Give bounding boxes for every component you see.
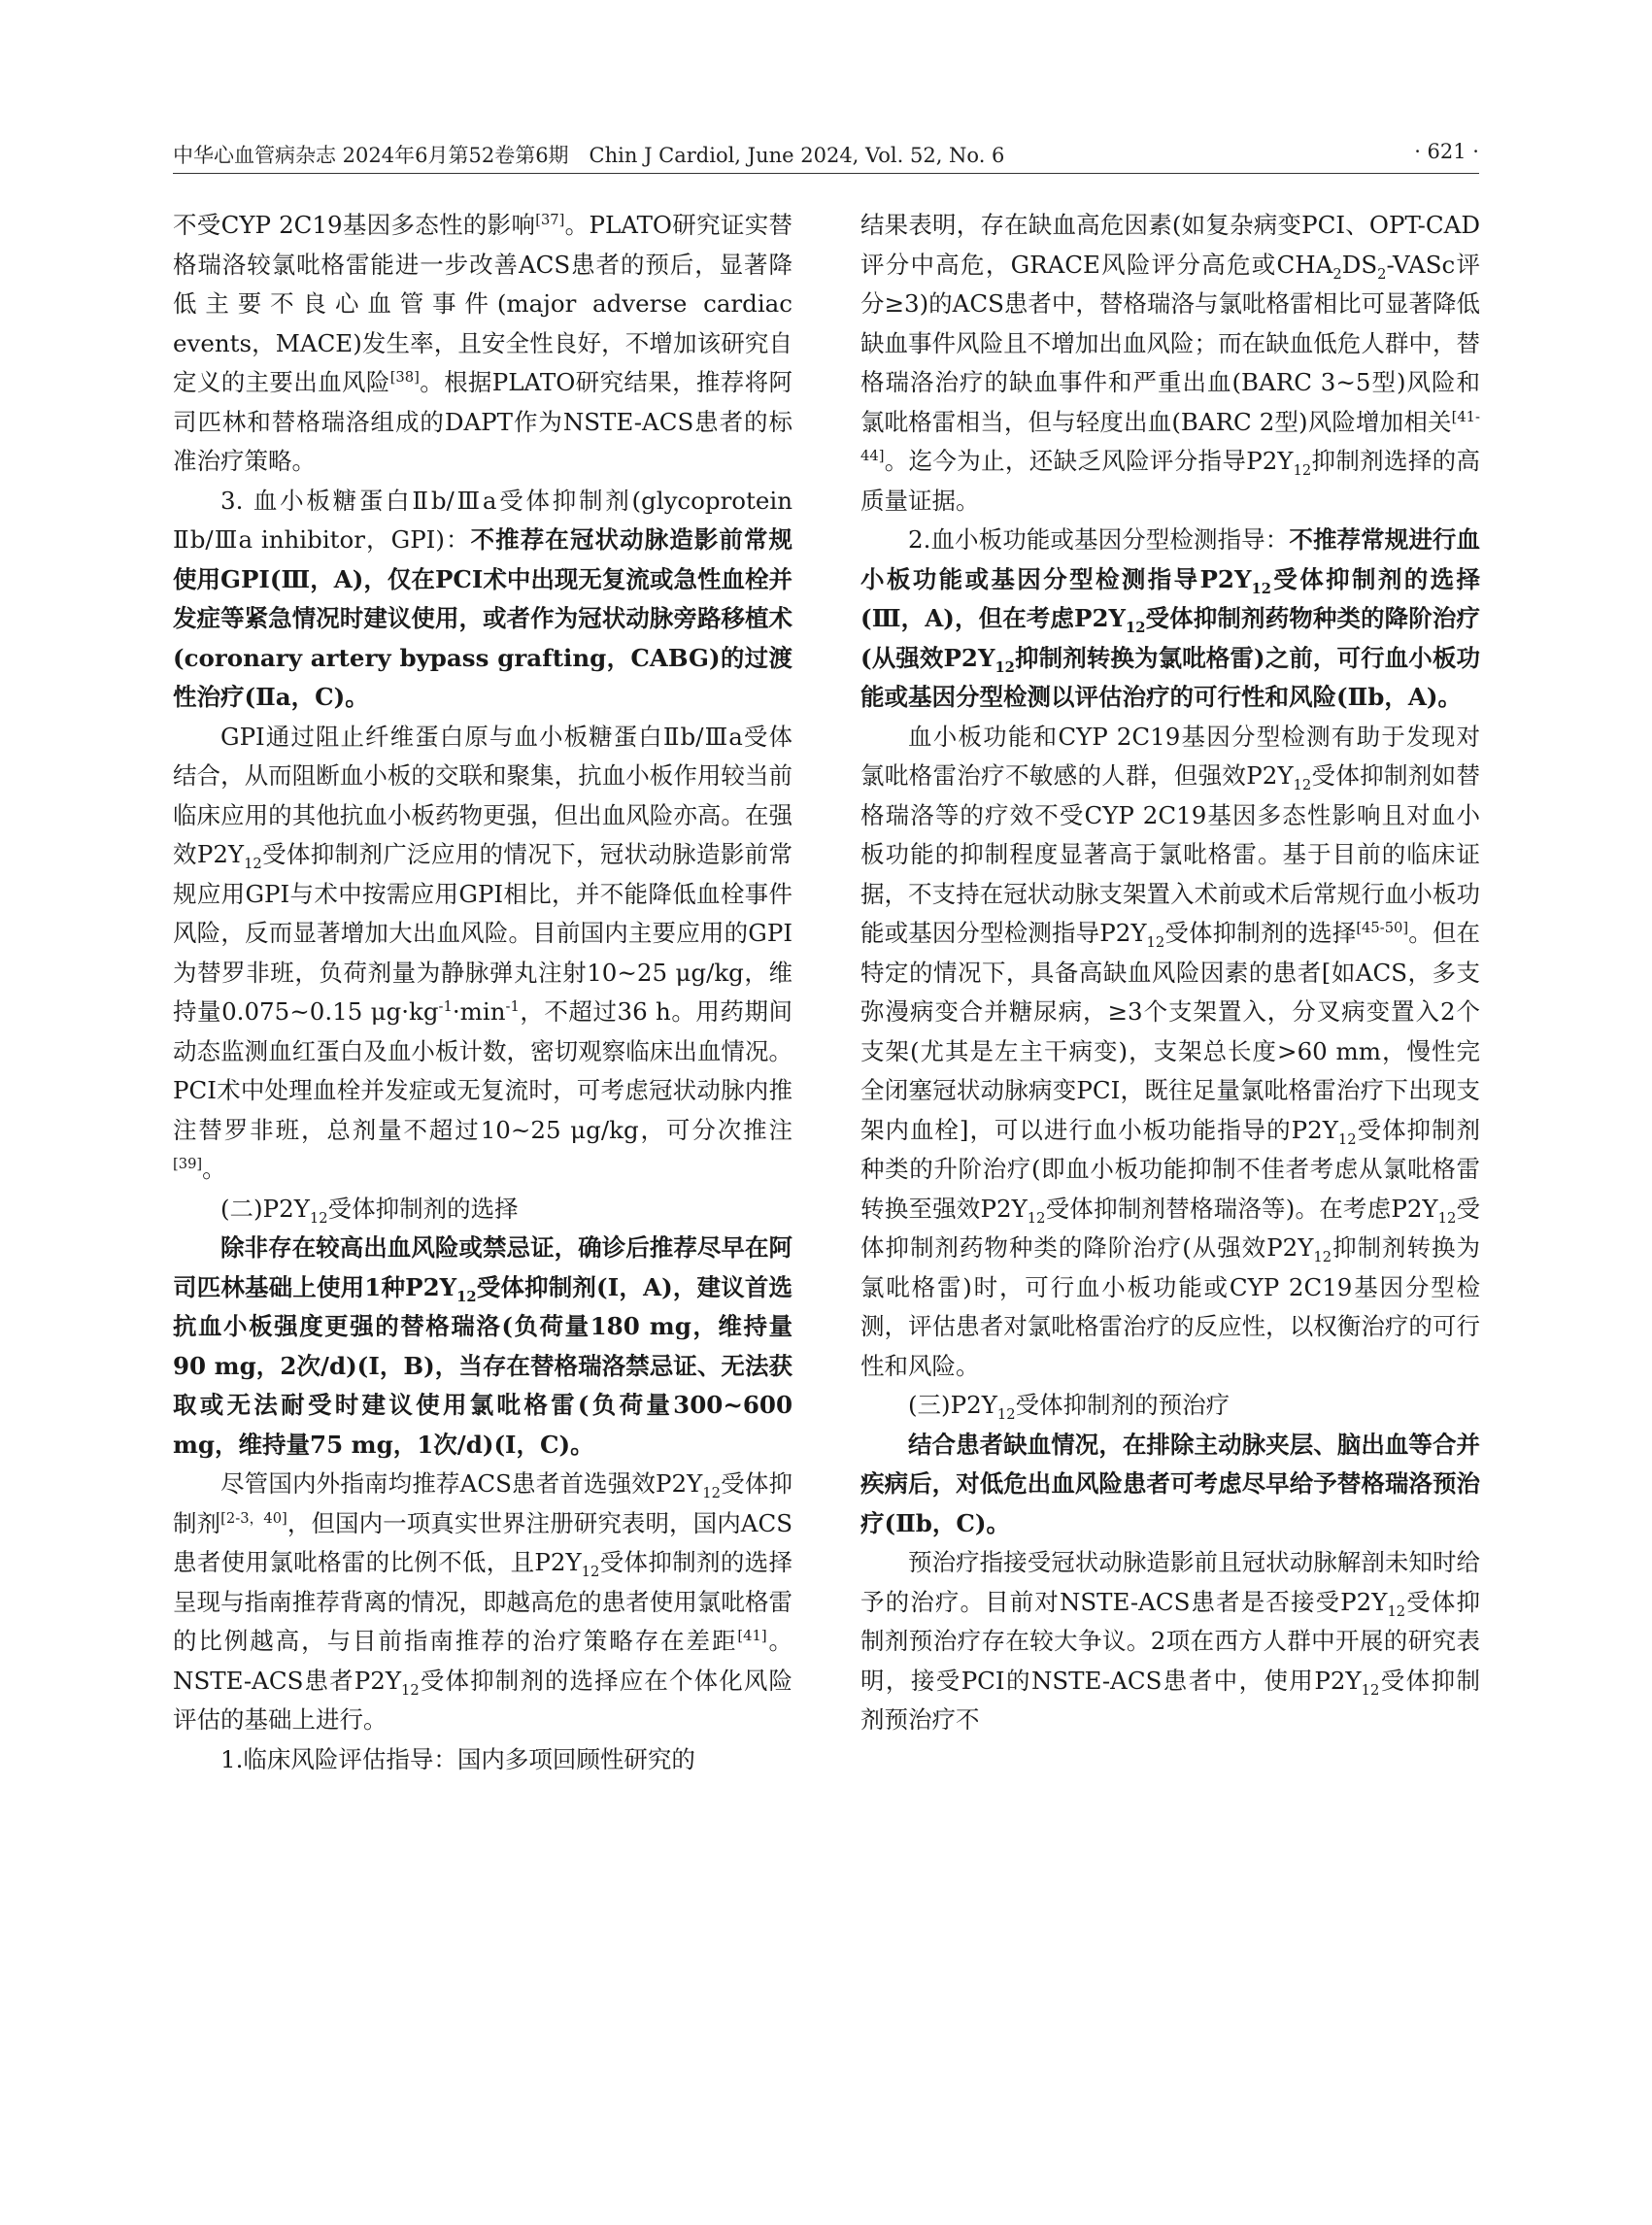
running-header [173, 136, 1479, 175]
paragraph: 预治疗指接受冠状动脉造影前且冠状动脉解剖未知时给予的治疗。目前对NSTE-ACS患者是否接受$P2Y_{12}$受体抑制剂预治疗存在较大争议。2项在西方人群中开展的研究表明，接受PCI的NSTE-ACS患者中，使用$P2Y_{12}$受体抑制剂预治疗不 [860, 1548, 1480, 1734]
paragraph: 尽管国内外指南均推荐ACS患者首选强效$P2Y_{12}$受体抑制剂[2-3，40]，但国内一项真实世界注册研究表明，国内ACS患者使用氯吡格雷的比例不低，且$P2Y_{12}$受体抑制剂的选择呈现与指南推荐背离的情况，即越高危的患者使用氯吡格雷的比例越高，与目前指南推荐的治疗策略存在差距[41]。NSTE-ACS患者$P2Y_{12}$受体抑制剂的选择应在个体化风险评估的基础上进行。 [173, 1469, 793, 1734]
section-heading: (二)$P2Y_{12}$受体抑制剂的选择 [220, 1194, 519, 1227]
paragraph: GPI通过阻止纤维蛋白原与血小板糖蛋白Ⅱb/Ⅲa受体结合，从而阻断血小板的交联和聚集，抗血小板作用较当前临床应用的其他抗血小板药物更强，但出血风险亦高。在强效$P2Y_{12}$受体抑制剂广泛应用的情况下，冠状动脉造影前常规应用GPI与术中按需应用GPI相比，并不能降低血栓事件风险，反而显著增加大出血风险。目前国内主要应用的GPI为替罗非班，负荷剂量为静脉弹丸注射10~25 μg/kg，维持量0.075~0.15 $\mu g\cdot kg^{-1}\cdot\min^{-1}$，不超过36 h。用药期间动态监测血红蛋白及血小板计数，密切观察临床出血情况。PCI术中处理血栓并发症或无复流时，可考虑冠状动脉内推注替罗非班，总剂量不超过10~25 μg/kg，可分次推注[39]。 [173, 722, 792, 1183]
recommendation-p2y12: 除非存在较高出血风险或禁忌证，确诊后推荐尽早在阿司匹林基础上使用1种$P2Y_{12}$受体抑制剂(Ⅰ，A)，建议首选抗血小板强度更强的替格瑞洛(负荷量180 mg，维持量90 mg，2次/d)(Ⅰ，B)，当存在替格瑞洛禁忌证、无法获取或无法耐受时建议使用氯吡格雷(负荷量300~600 mg，维持量75 mg，1次/d)(Ⅰ，C)。 [173, 1233, 792, 1459]
section-heading: (三)$P2Y_{12}$受体抑制剂的预治疗 [908, 1391, 1231, 1423]
left-column [173, 206, 792, 1779]
recommendation-gpi: 3. 血小板糖蛋白Ⅱb/Ⅲa受体抑制剂(glycoprotein Ⅱb/Ⅲa inhibitor，GPI)：不推荐在冠状动脉造影前常规使用GPI(Ⅲ，A)，仅在PCI术中出现无复流或急性血栓并发症等紧急情况时建议使用，或者作为冠状动脉旁路移植术(coronary artery bypass grafting，CABG)的过渡性治疗(Ⅱa，C)。 [173, 486, 792, 711]
paragraph: 不受CYP 2C19基因多态性的影响[37]。PLATO研究证实替格瑞洛较氯吡格雷能进一步改善ACS患者的预后，显著降低主要不良心血管事件(major adverse cardiac events，MACE)发生率，且安全性良好，不增加该研究自定义的主要出血风险[38]。根据PLATO研究结果，推荐将阿司匹林和替格瑞洛组成的DAPT作为NSTE-ACS患者的标准治疗策略。 [173, 211, 793, 475]
paragraph: 1.临床风险评估指导：国内多项回顾性研究的 [220, 1744, 695, 1773]
header-rule [173, 173, 1479, 174]
journal-citation: 中华心血管病杂志 2024年6月第52卷第6期 Chin J Cardiol, June 2024, Vol. 52, No. 6 [173, 144, 1005, 167]
right-column [860, 206, 1480, 1740]
recommendation-pretreatment: 结合患者缺血情况，在排除主动脉夹层、脑出血等合并疾病后，对低危出血风险患者可考虑尽早给予替格瑞洛预治疗(Ⅱb，C)。 [860, 1430, 1480, 1537]
recommendation-testing: 2.血小板功能或基因分型检测指导：不推荐常规进行血小板功能或基因分型检测指导$P2Y_{12}$受体抑制剂的选择(Ⅲ，A)，但在考虑$P2Y_{12}$受体抑制剂药物种类的降阶治疗(从强效$P2Y_{12}$抑制剂转换为氯吡格雷)之前，可行血小板功能或基因分型检测以评估治疗的可行性和风险(Ⅱb，A)。 [860, 525, 1481, 711]
paragraph: 结果表明，存在缺血高危因素(如复杂病变PCI、OPT-CAD评分中高危，GRACE风险评分高危或$CHA_2DS_2$-VASc评分≥3)的ACS患者中，替格瑞洛与氯吡格雷相比可显著降低缺血事件风险且不增加出血风险；而在缺血低危人群中，替格瑞洛治疗的缺血事件和严重出血(BARC 3~5型)风险和氯吡格雷相当，但与轻度出血(BARC 2型)风险增加相关[41-44]。迄今为止，还缺乏风险评分指导$P2Y_{12}$抑制剂选择的高质量证据。 [860, 211, 1481, 515]
paragraph: 血小板功能和CYP 2C19基因分型检测有助于发现对氯吡格雷治疗不敏感的人群，但强效$P2Y_{12}$受体抑制剂如替格瑞洛等的疗效不受CYP 2C19基因多态性影响且对血小板功能的抑制程度显著高于氯吡格雷。基于目前的临床证据，不支持在冠状动脉支架置入术前或术后常规行血小板功能或基因分型检测指导$P2Y_{12}$受体抑制剂的选择[45-50]。但在特定的情况下，具备高缺血风险因素的患者[如ACS，多支弥漫病变合并糖尿病，≥3个支架置入，分叉病变置入2个支架(尤其是左主干病变)，支架总长度>60 mm，慢性完全闭塞冠状动脉病变PCI，既往足量氯吡格雷治疗下出现支架内血栓]，可以进行血小板功能指导的$P2Y_{12}$受体抑制剂种类的升阶治疗(即血小板功能抑制不佳者考虑从氯吡格雷转换至强效$P2Y_{12}$受体抑制剂替格瑞洛等)。在考虑$P2Y_{12}$受体抑制剂药物种类的降阶治疗(从强效$P2Y_{12}$抑制剂转换为氯吡格雷)时，可行血小板功能或CYP 2C19基因分型检测，评估患者对氯吡格雷治疗的反应性，以权衡治疗的可行性和风险。 [860, 722, 1481, 1380]
page-number: · 621 · [1414, 140, 1479, 163]
